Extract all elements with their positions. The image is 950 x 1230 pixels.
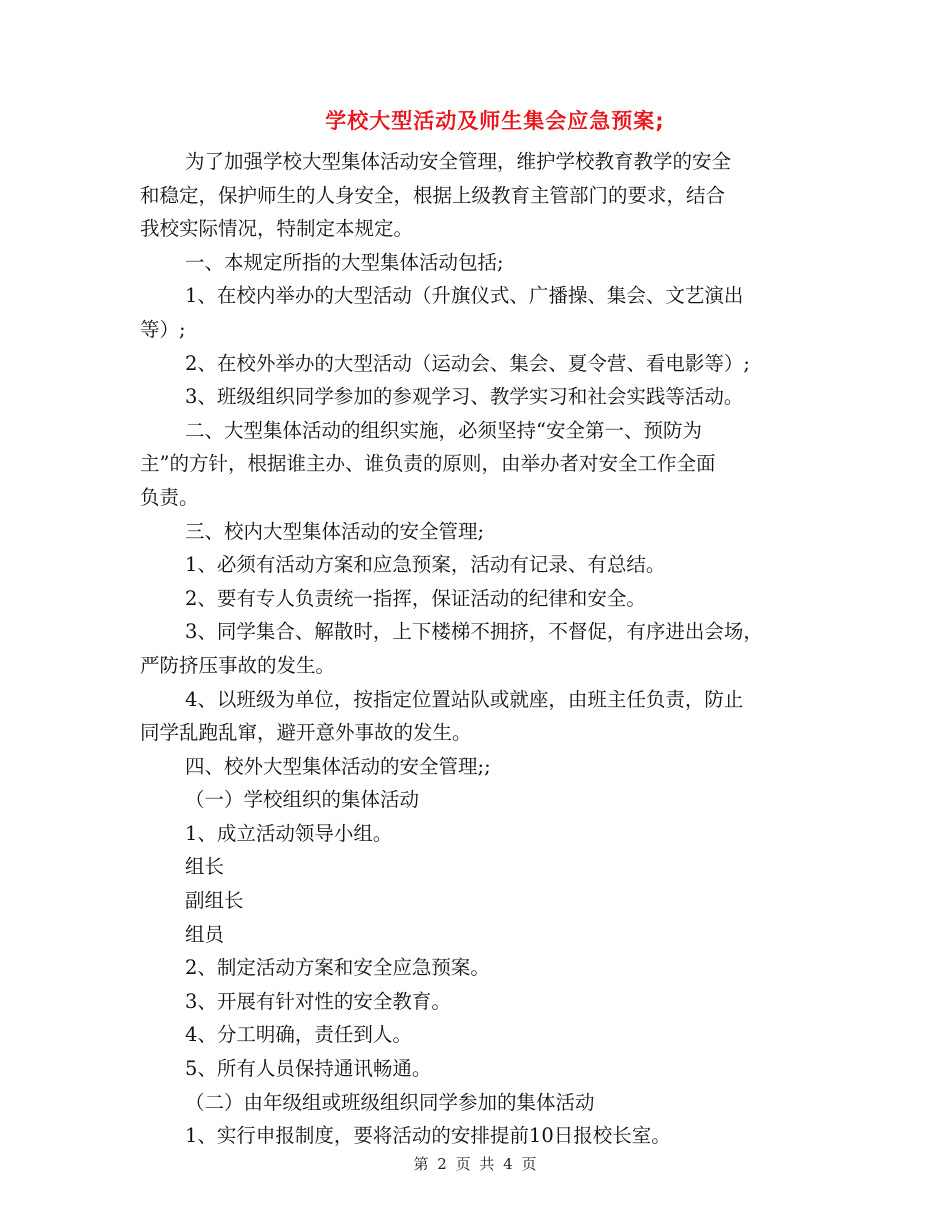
- paragraph-line: 4、分工明确，责任到人。: [185, 1023, 412, 1047]
- paragraph-line: 1、在校内举办的大型活动（升旗仪式、广播操、集会、文艺演出: [185, 284, 744, 308]
- paragraph-line: 2、要有专人负责统一指挥，保证活动的纪律和安全。: [185, 586, 646, 610]
- section-heading: 一、本规定所指的大型集体活动包括;: [185, 250, 504, 274]
- paragraph-line: 和稳定，保护师生的人身安全，根据上级教育主管部门的要求，结合: [140, 183, 726, 207]
- paragraph-line: 1、必须有活动方案和应急预案，活动有记录、有总结。: [185, 553, 666, 577]
- paragraph-line: 4、以班级为单位，按指定位置站队或就座，由班主任负责，防止: [185, 687, 744, 711]
- section-heading: 三、校内大型集体活动的安全管理;: [185, 519, 485, 543]
- paragraph-line: 同学乱跑乱窜，避开意外事故的发生。: [140, 721, 472, 745]
- paragraph-line: 严防挤压事故的发生。: [140, 653, 336, 677]
- paragraph-line: 2、在校外举办的大型活动（运动会、集会、夏令营、看电影等）;: [185, 351, 750, 375]
- paragraph-line: 为了加强学校大型集体活动安全管理，维护学校教育教学的安全: [185, 150, 732, 173]
- paragraph-line: 2、制定活动方案和安全应急预案。: [185, 956, 490, 980]
- section-heading: 四、校外大型集体活动的安全管理;;: [185, 754, 491, 778]
- paragraph-line: 副组长: [185, 889, 244, 913]
- paragraph-line: 3、同学集合、解散时，上下楼梯不拥挤，不督促，有序进出会场，: [185, 620, 763, 644]
- paragraph-line: 5、所有人员保持通讯畅通。: [185, 1057, 432, 1081]
- subsection-heading: （二）由年级组或班级组织同学参加的集体活动: [185, 1090, 595, 1114]
- page-footer: 第 2 页 共 4 页: [413, 1155, 537, 1173]
- paragraph-line: 等）;: [140, 317, 186, 341]
- paragraph-line: 3、班级组织同学参加的参观学习、教学实习和社会实践等活动。: [185, 385, 744, 409]
- document-body: [140, 145, 820, 1153]
- paragraph-line: 组员: [185, 922, 225, 946]
- paragraph-line: 负责。: [140, 485, 199, 509]
- section-heading: 二、大型集体活动的组织实施，必须坚持“安全第一、预防为: [185, 418, 702, 442]
- subsection-heading: （一）学校组织的集体活动: [185, 788, 420, 812]
- paragraph-line: 主”的方针，根据谁主办、谁负责的原则，由举办者对安全工作全面: [140, 452, 716, 476]
- document-title: 学校大型活动及师生集会应急预案;: [325, 109, 665, 133]
- paragraph-line: 组长: [185, 855, 225, 879]
- paragraph-line: 我校实际情况，特制定本规定。: [140, 217, 414, 241]
- paragraph-line: 1、实行申报制度，要将活动的安排提前10日报校长室。: [185, 1124, 671, 1148]
- paragraph-line: 3、开展有针对性的安全教育。: [185, 989, 451, 1013]
- paragraph-line: 1、成立活动领导小组。: [185, 821, 393, 845]
